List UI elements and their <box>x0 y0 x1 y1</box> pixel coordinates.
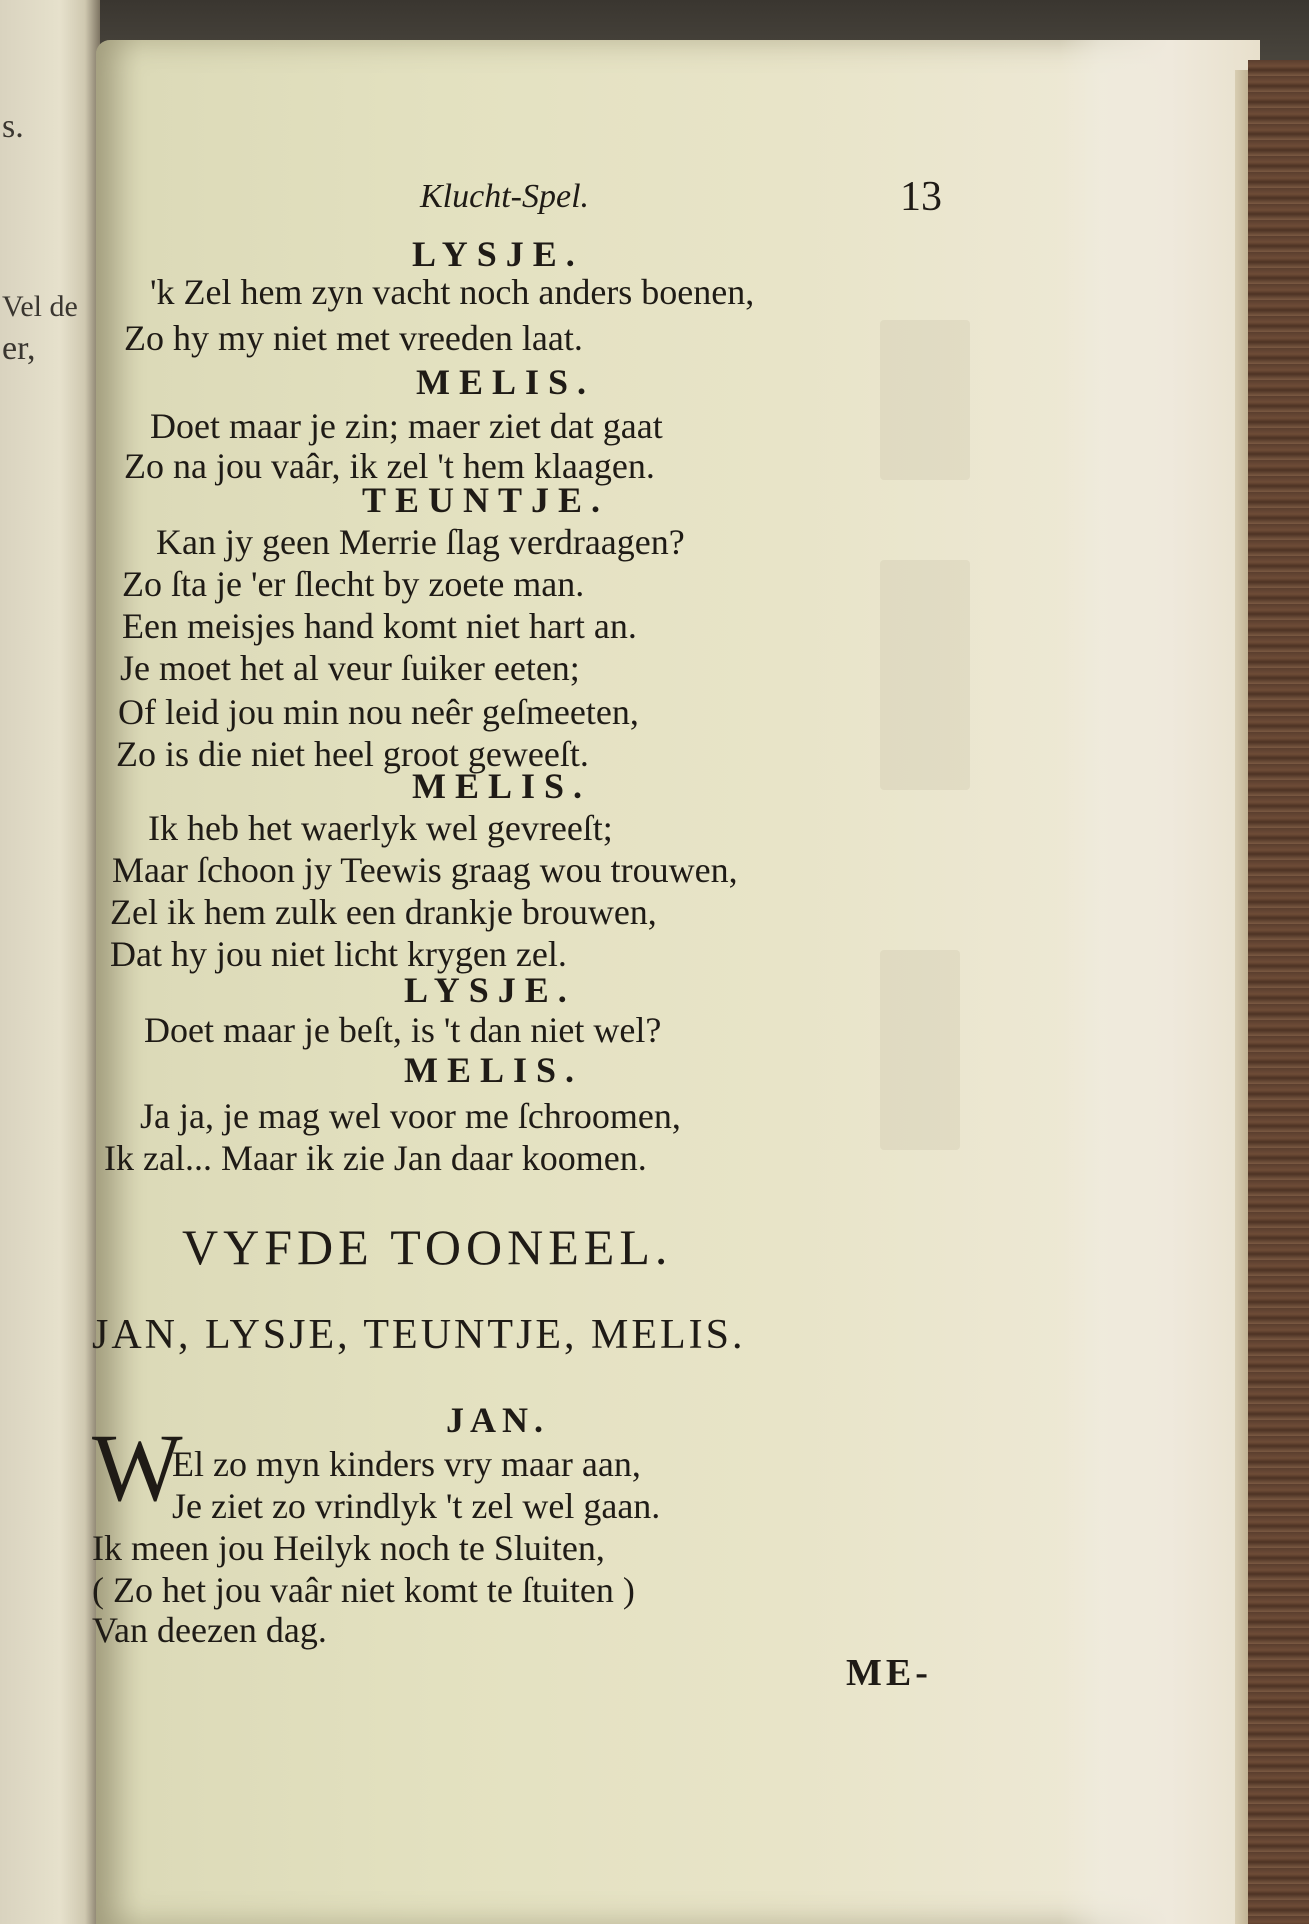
verse-line: Ja ja, je mag wel voor me ſchroomen, <box>140 1096 681 1136</box>
previous-page-edge <box>0 0 100 1924</box>
cast-list: JAN, LYSJE, TEUNTJE, MELIS. <box>92 1312 746 1358</box>
speaker-name: MELIS. <box>404 1050 584 1090</box>
verse-line: Dat hy jou niet licht krygen zel. <box>110 934 567 974</box>
verse-line: Maar ſchoon jy Teewis graag wou trouwen, <box>112 850 738 890</box>
scene-title: VYFDE TOONEEL. <box>182 1219 673 1275</box>
verse-line: Zo ſta je 'er ſlecht by zoete man. <box>122 564 585 604</box>
speaker-name: LYSJE. <box>404 970 576 1010</box>
verse-line: Zo hy my niet met vreeden laat. <box>124 318 583 358</box>
verse-line: Ik heb het waerlyk wel gevreeſt; <box>148 808 613 848</box>
verse-line: Ik meen jou Heilyk noch te Sluiten, <box>92 1528 605 1568</box>
catchword: ME- <box>846 1652 932 1694</box>
bleed-through-mark <box>880 560 970 790</box>
verse-line: Zo is die niet heel groot geweeſt. <box>116 734 589 774</box>
verse-line: 'k Zel hem zyn vacht noch anders boenen, <box>150 272 755 312</box>
running-header-title: Klucht-Spel. <box>420 178 590 215</box>
speaker-name: JAN. <box>446 1400 549 1440</box>
verse-line: Kan jy geen Merrie ſlag verdraagen? <box>156 522 685 562</box>
verse-line: Doet maar je zin; maer ziet dat gaat <box>150 406 663 446</box>
verse-line: Van deezen dag. <box>92 1610 327 1650</box>
verse-line: ( Zo het jou vaâr niet komt te ſtuiten ) <box>92 1570 635 1610</box>
bleed-through-mark <box>880 320 970 480</box>
verse-line: Doet maar je beſt, is 't dan niet wel? <box>144 1010 662 1050</box>
speaker-name: LYSJE. <box>412 234 584 274</box>
verse-line: Een meisjes hand komt niet hart an. <box>122 606 637 646</box>
verse-line: Je moet het al veur ſuiker eeten; <box>120 648 580 688</box>
speaker-name: TEUNTJE. <box>362 480 610 520</box>
previous-page-fragment: er, <box>2 330 36 367</box>
speaker-name: MELIS. <box>412 766 592 806</box>
verse-line: Ik zal... Maar ik zie Jan daar koomen. <box>104 1138 647 1178</box>
page-fold-shading <box>1060 40 1260 1924</box>
previous-page-fragment: s. <box>2 108 24 145</box>
bleed-through-mark <box>880 950 960 1150</box>
verse-line: Of leid jou min nou neêr geſmeeten, <box>118 692 639 732</box>
verse-line: El zo myn kinders vry maar aan, <box>172 1444 641 1484</box>
page-number: 13 <box>900 174 942 220</box>
previous-page-fragment: Vel de <box>2 290 78 323</box>
verse-line: Je ziet zo vrindlyk 't zel wel gaan. <box>172 1486 661 1526</box>
speaker-name: MELIS. <box>416 362 596 402</box>
verse-line: Zo na jou vaâr, ik zel 't hem klaagen. <box>124 446 655 486</box>
book-cover-edge <box>1248 60 1309 1924</box>
verse-line: Zel ik hem zulk een drankje brouwen, <box>110 892 657 932</box>
drop-cap-letter: W <box>92 1414 183 1521</box>
